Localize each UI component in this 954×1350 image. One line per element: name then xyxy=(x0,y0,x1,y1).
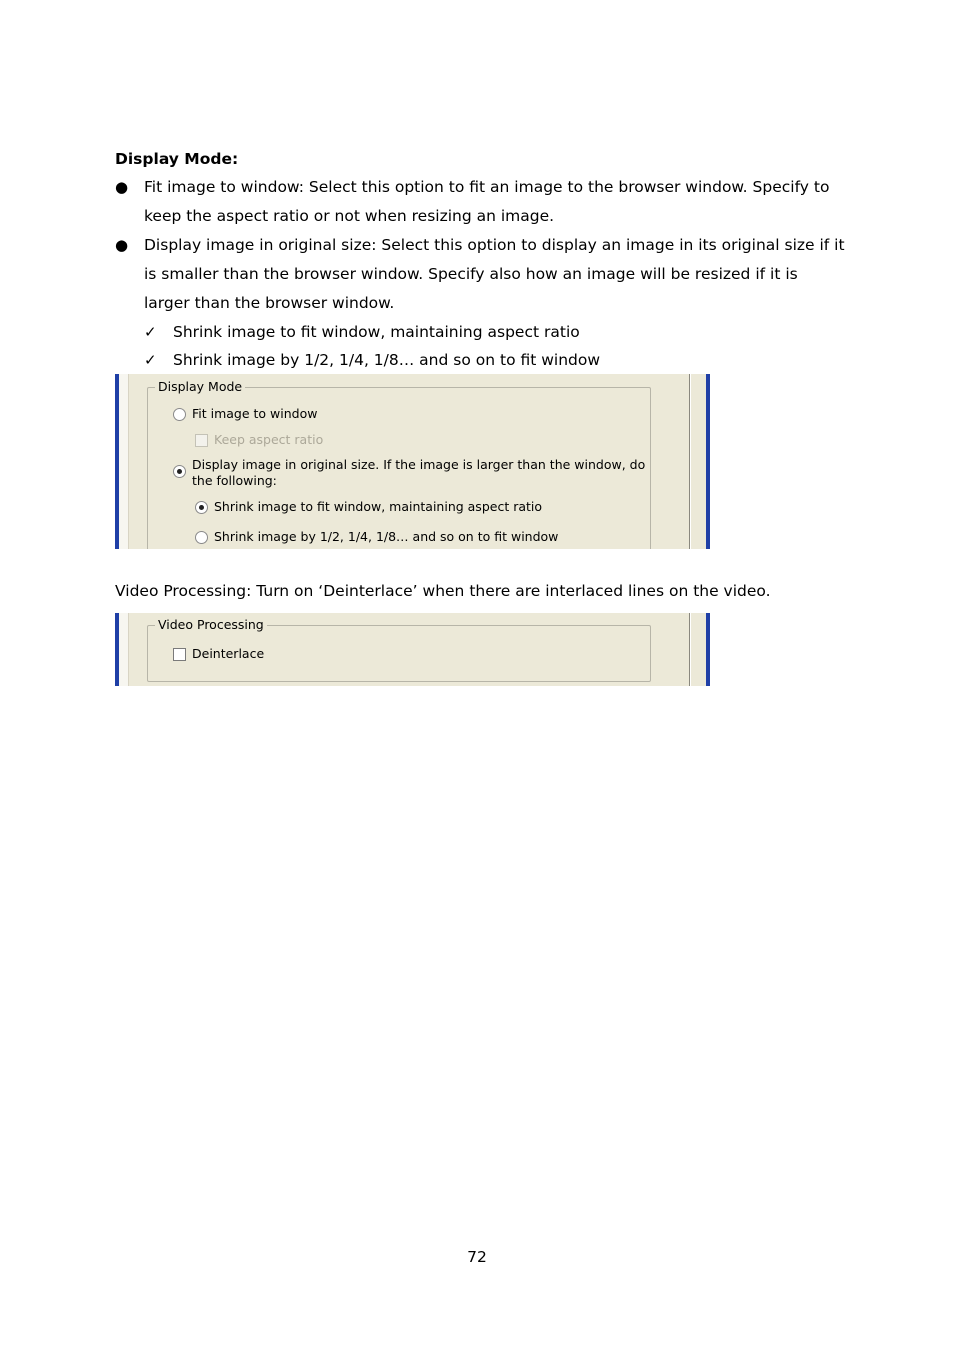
section-heading: Display Mode: xyxy=(115,150,239,168)
check-item xyxy=(144,346,845,374)
original-size-option[interactable] xyxy=(173,457,645,489)
checkmark-icon: ✓ xyxy=(144,351,157,369)
shrink-fraction-option[interactable] xyxy=(195,529,558,545)
check-list xyxy=(144,318,845,374)
keep-aspect-checkbox[interactable] xyxy=(195,434,208,447)
deinterlace-label: Deinterlace xyxy=(192,646,265,661)
shrink-fit-radio[interactable] xyxy=(195,501,208,514)
shrink-fit-label: Shrink image to fit window, maintaining aspect ratio xyxy=(214,499,543,514)
window-frame-right-highlight xyxy=(690,374,691,549)
bullet-text: Display image in original size: Select this option to display an image in its original size if it is smaller than the browser window. Specify also how an image will be resized if it is larger than the browser window. xyxy=(144,236,845,312)
bullet-item xyxy=(115,173,845,231)
check-item xyxy=(144,318,845,346)
keep-aspect-option[interactable] xyxy=(195,432,323,448)
checkmark-icon: ✓ xyxy=(144,323,157,341)
video-processing-legend: Video Processing xyxy=(155,617,267,633)
bullet-icon: ● xyxy=(115,178,129,196)
video-processing-groupbox xyxy=(147,617,651,682)
window-border-right xyxy=(706,374,710,549)
bullet-item xyxy=(115,231,845,374)
display-mode-screenshot xyxy=(115,374,710,549)
check-text: Shrink image to fit window, maintaining aspect ratio xyxy=(173,323,580,341)
window-frame-left xyxy=(119,613,129,686)
window-frame-left xyxy=(119,374,129,549)
video-processing-screenshot xyxy=(115,613,710,686)
deinterlace-option[interactable] xyxy=(173,646,264,662)
original-size-label-line1: Display image in original size. If the image is larger than the window, do xyxy=(192,457,646,472)
shrink-fraction-radio[interactable] xyxy=(195,531,208,544)
keep-aspect-label: Keep aspect ratio xyxy=(214,432,324,447)
bullet-text: Fit image to window: Select this option to fit an image to the browser window. Specify to keep the aspect ratio or not when resizing an image. xyxy=(144,178,830,225)
check-text: Shrink image by 1/2, 1/4, 1/8… and so on to fit window xyxy=(173,351,601,369)
shrink-fit-option[interactable] xyxy=(195,499,542,515)
fit-window-label: Fit image to window xyxy=(192,406,318,421)
original-size-radio[interactable] xyxy=(173,465,186,478)
window-frame-right-highlight xyxy=(690,613,691,686)
shrink-fraction-label: Shrink image by 1/2, 1/4, 1/8… and so on to fit window xyxy=(214,529,559,544)
original-size-label-line2: the following: xyxy=(192,473,277,488)
fit-window-option[interactable] xyxy=(173,406,317,422)
video-processing-paragraph: Video Processing: Turn on ‘Deinterlace’ when there are interlaced lines on the video. xyxy=(115,582,771,600)
display-mode-legend: Display Mode xyxy=(155,379,245,395)
page-number: 72 xyxy=(467,1248,487,1266)
bullet-list xyxy=(115,173,845,374)
deinterlace-checkbox[interactable] xyxy=(173,648,186,661)
window-border-right xyxy=(706,613,710,686)
fit-window-radio[interactable] xyxy=(173,408,186,421)
display-mode-groupbox xyxy=(147,379,651,549)
original-size-label xyxy=(192,457,645,489)
bullet-icon: ● xyxy=(115,236,129,254)
